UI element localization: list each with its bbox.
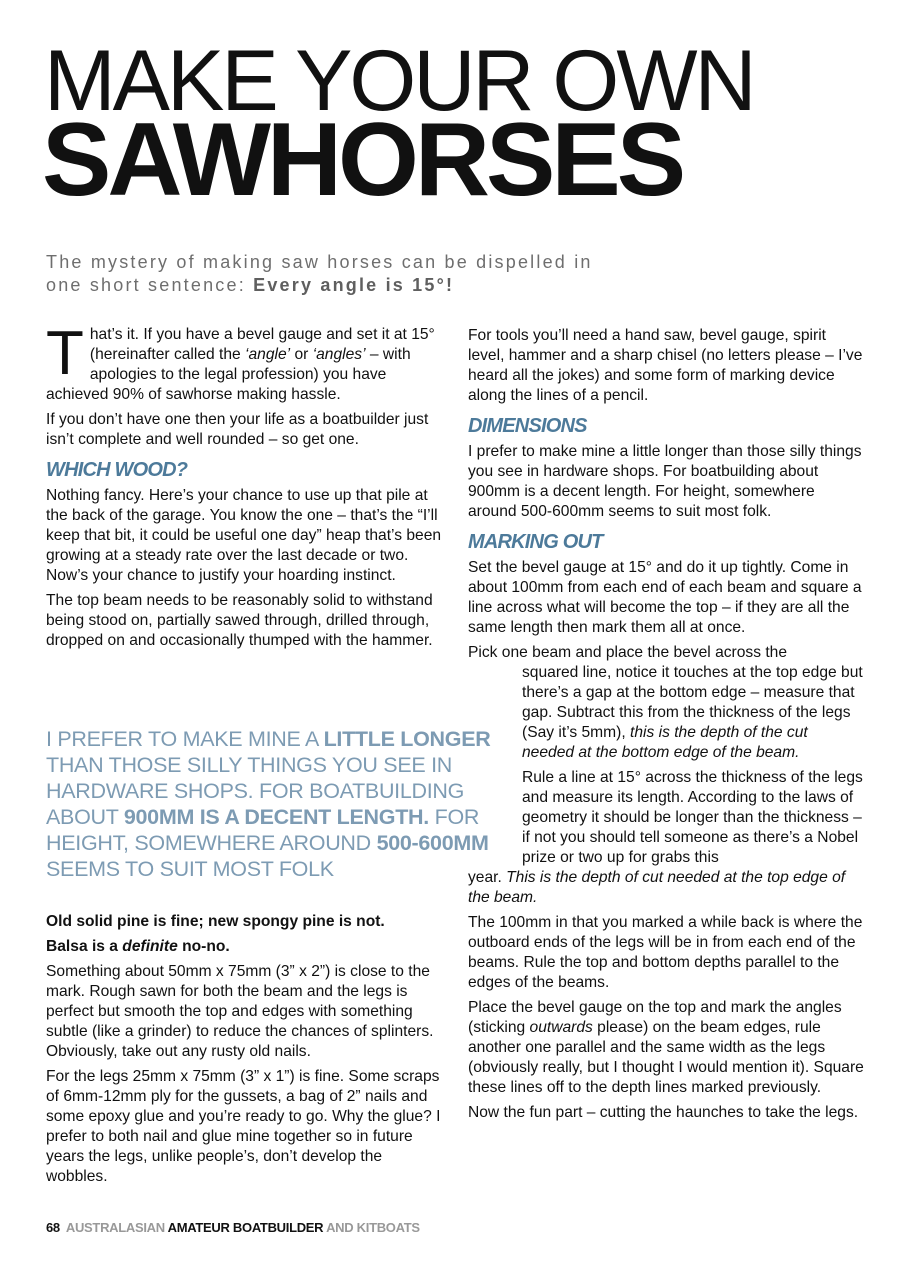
heading-dimensions: DIMENSIONS [468,415,587,437]
marking-out-paragraph-6: Now the fun part – cutting the haunches to take the legs. [468,1104,859,1121]
publication-name-c: AND KITBOATS [323,1220,420,1235]
wood-note-bold-2-em: definite [122,938,178,955]
pull-quote-text-1: I PREFER TO MAKE MINE A [46,727,324,751]
marking-out-paragraph-3: Rule a line at 15° across the thickness of the legs and measure its length. According to the laws of geometry it should be longer than the thickness – if not you should tell someone as there’s a Nobel prize or two up for grabs this [522,769,863,866]
pull-quote-text-4: SEEMS TO SUIT MOST FOLK [46,857,334,881]
which-wood-paragraph-2: The top beam needs to be reasonably solid to withstand being stood on, partially sawed through, drilled through, dropped on and occasionally thumped with the hammer. [46,592,433,649]
intro-angle-term: ‘angle’ [245,346,291,363]
pull-quote-bold-1: LITTLE LONGER [323,727,491,751]
marking-out-paragraph-2-text: squared line, notice it touches at the top edge but there’s a gap at the bottom edge – measure that gap. Subtract this from the thickness of the legs (Say it’s 5mm), [522,664,863,741]
wood-note-bold-2 [46,937,444,957]
marking-out-paragraph-5-em: outwards [529,1019,593,1036]
page-number: 68 [46,1220,60,1235]
standfirst-emphasis: Every angle is 15°! [253,275,455,295]
publication-name-b: AMATEUR BOATBUILDER [167,1220,324,1235]
pull-quote [46,726,494,882]
marking-out-paragraph-3-em: This is the depth of cut needed at the top edge of the beam. [468,869,846,906]
wood-note-bold-2-a: Balsa is a [46,938,123,955]
pull-quote-text-2: THAN THOSE SILLY THINGS YOU SEE IN HARDWARE SHOPS. FOR BOATBUILDING ABOUT [46,753,465,829]
title-line-2: SAWHORSES [42,102,683,218]
marking-out-paragraph-5 [468,998,864,1098]
intro-or: or [290,346,313,363]
intro-angles-term: ‘angles’ [312,346,366,363]
marking-out-paragraph-2-first-line: Pick one beam and place the bevel across the [468,644,788,661]
marking-out-paragraph-3-continued [468,868,864,908]
heading-which-wood: WHICH WOOD? [46,459,188,481]
marking-out-paragraph-2 [522,663,864,763]
intro-text-b: – with apologies to the legal profession) you have achieved 90% of sawhorse making hassle. [46,346,411,403]
marking-out-paragraph-5-b: please) on the beam edges, rule another one parallel and the same width as the legs (obviously really, but I thought I would mention it). Square these lines off to the depth lines marked previously. [468,1019,864,1096]
pull-quote-bold-2: 900MM IS A DECENT LENGTH. [123,805,429,829]
pull-quote-bold-3: 500-600MM [376,831,489,855]
page-footer [46,1220,420,1236]
wood-note-bold-1: Old solid pine is fine; new spongy pine is not. [46,913,385,930]
wood-note-paragraph-2: For the legs 25mm x 75mm (3” x 1”) is fine. Some scraps of 6mm-12mm ply for the gussets, a bag of 2” nails and some epoxy glue and you’re ready to go. Why the glue? I prefer to both nail and glue mine together so in future years the legs, unlike people’s, don’t develop the wobbles. [46,1068,441,1185]
marking-out-paragraph-2-em: this is the depth of the cut needed at the bottom edge of the beam. [522,724,808,761]
publication-name-a: AUSTRALASIAN [65,1220,168,1235]
dimensions-paragraph: I prefer to make mine a little longer than those silly things you see in hardware shops. For boatbuilding about 900mm is a decent length. For height, somewhere around 500-600mm seems to suit most folk. [468,443,862,520]
pull-quote-text-3: FOR HEIGHT, SOMEWHERE AROUND [46,805,480,855]
drop-cap: T [46,319,84,388]
column-right [468,326,864,1128]
marking-out-paragraph-3-cont-text: year. [468,869,507,886]
intro-paragraph-2: If you don’t have one then your life as a boatbuilder just isn’t complete and well rounded – so get one. [46,411,429,448]
standfirst-lead: The mystery of making saw horses can be dispelled in one short sentence: [46,252,593,295]
tools-paragraph: For tools you’ll need a hand saw, bevel gauge, spirit level, hammer and a sharp chisel (no letters please – I’ve heard all the jokes) and some form of marking device along the lines of a pencil. [468,327,863,404]
marking-out-paragraph-1: Set the bevel gauge at 15° and do it up tightly. Come in about 100mm from each end of each beam and square a line across what will become the top – if they are all the same length then mark them all at once. [468,559,862,636]
column-left-top [46,319,444,656]
wood-note-bold-2-b: no-no. [177,938,230,955]
title-line-1: MAKE YOUR OWN [44,33,754,129]
heading-marking-out: MARKING OUT [468,531,603,553]
which-wood-paragraph-1: Nothing fancy. Here’s your chance to use up that pile at the back of the garage. You know the one – that’s the “I’ll keep that bit, it could be useful one day” heap that’s been growing at a steady rate over the last decade or two. Now’s your chance to justify your hoarding instinct. [46,487,442,584]
intro-text-a: hat’s it. If you have a bevel gauge and set it at 15° (hereinafter called the [89,326,435,363]
column-left-bottom [46,912,444,1192]
intro-paragraph-1 [46,319,444,405]
marking-out-paragraph-5-a: Place the bevel gauge on the top and mark the angles (sticking [468,999,842,1036]
standfirst [46,251,606,297]
wood-note-paragraph-1: Something about 50mm x 75mm (3” x 2”) is close to the mark. Rough sawn for both the beam and the legs is perfect but smooth the top and edges with something subtle (like a grinder) to reduce the chances of splinters. Obviously, take out any rusty old nails. [46,963,434,1060]
marking-out-paragraph-4: The 100mm in that you marked a while back is where the outboard ends of the legs will be in from each end of the beams. Rule the top and bottom depths parallel to the edges of the beams. [468,914,863,991]
